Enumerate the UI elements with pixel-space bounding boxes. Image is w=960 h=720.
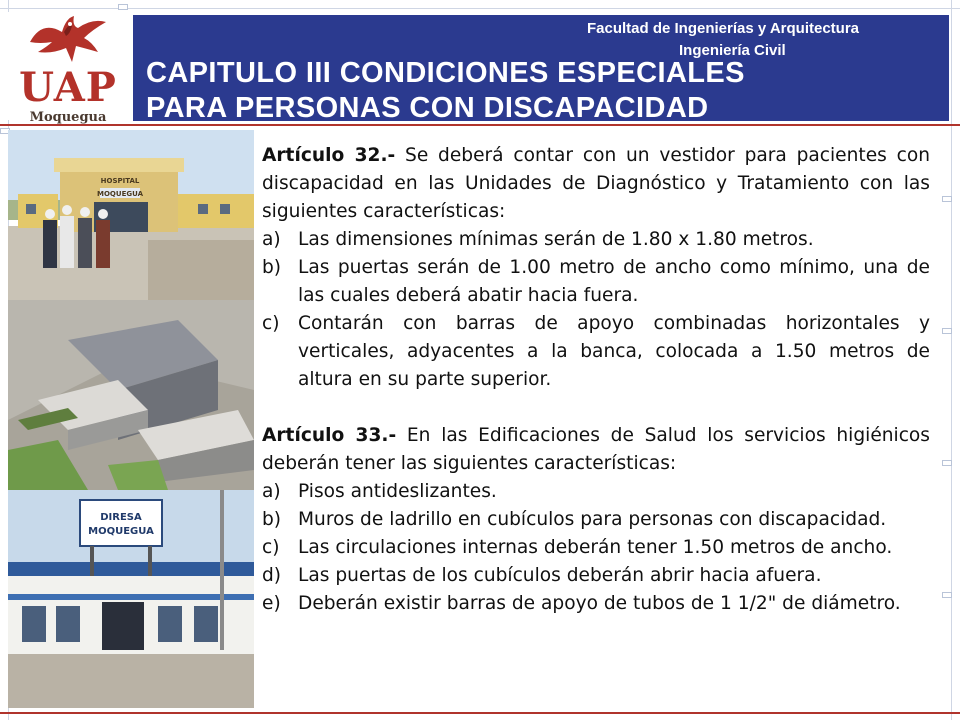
eagle-icon: [22, 12, 112, 70]
list-item: [262, 506, 930, 534]
list-item: [262, 562, 930, 590]
uap-logo: [8, 12, 126, 125]
diresa-sign-line-2: MOQUEGUA: [88, 526, 154, 537]
frame-top-line: [0, 8, 960, 9]
article-33-intro-text: En las Edificaciones de Salud los servicios higiénicos deberán tener las siguientes características:: [262, 425, 930, 474]
frame-tick: [942, 196, 952, 202]
list-item-text: Pisos antideslizantes.: [298, 481, 497, 502]
list-item: [262, 534, 930, 562]
list-item: [262, 254, 930, 310]
hospital-sign-line-1: HOSPITAL: [100, 177, 140, 185]
list-item-text: Contarán con barras de apoyo combinadas horizontales y verticales, adyacentes a la banca, colocada a 1.50 metros de altura en su parte superior.: [298, 313, 930, 390]
article-33-intro: [262, 422, 930, 478]
logo-acronym: UAP: [19, 64, 117, 111]
career-name: Ingeniería Civil: [679, 42, 786, 59]
list-item-text: Las circulaciones internas deberán tener 1.50 metros de ancho.: [298, 537, 893, 558]
article-32-list: [262, 226, 930, 394]
list-marker: c): [262, 537, 280, 558]
frame-header-red-line: [0, 124, 960, 126]
frame-tick: [942, 328, 952, 334]
list-item-text: Muros de ladrillo en cubículos para personas con discapacidad.: [298, 509, 887, 530]
photo-diresa-building: [8, 490, 254, 708]
list-marker: b): [262, 509, 282, 530]
logo-place: Moquegua: [29, 110, 107, 125]
list-item-text: Las dimensiones mínimas serán de 1.80 x 1.80 metros.: [298, 229, 814, 250]
photo-hospital-entrance: [8, 130, 254, 300]
list-marker: e): [262, 593, 281, 614]
list-marker: d): [262, 565, 282, 586]
frame-tick: [942, 460, 952, 466]
list-item-text: Las puertas de los cubículos deberán abrir hacia afuera.: [298, 565, 822, 586]
frame-right-line: [951, 0, 952, 720]
faculty-name: Facultad de Ingenierías y Arquitectura: [587, 20, 860, 37]
list-marker: b): [262, 257, 282, 278]
list-item-text: Las puertas serán de 1.00 metro de ancho como mínimo, una de las cuales deberá abatir hacia fuera.: [298, 257, 930, 306]
article-32-intro-text: Se deberá contar con un vestidor para pacientes con discapacidad en las Unidades de Diagnóstico y Tratamiento con las siguientes características:: [262, 145, 930, 222]
hospital-sign-line-2: MOQUEGUA: [97, 190, 143, 198]
frame-tick: [942, 592, 952, 598]
list-item: [262, 310, 930, 394]
header-banner: [133, 15, 949, 121]
article-32-intro: [262, 142, 930, 226]
list-item: [262, 590, 930, 618]
page-title: [146, 56, 745, 121]
list-marker: a): [262, 229, 281, 250]
list-marker: a): [262, 481, 281, 502]
article-33-heading: Artículo 33.-: [262, 425, 397, 446]
article-content: [262, 142, 930, 618]
title-line-1: CAPITULO III CONDICIONES ESPECIALES: [146, 57, 745, 89]
photo-aerial-render: [8, 300, 254, 490]
article-32-heading: Artículo 32.-: [262, 145, 396, 166]
list-marker: c): [262, 313, 280, 334]
diresa-sign-line-1: DIRESA: [100, 512, 142, 523]
list-item: [262, 478, 930, 506]
article-33-list: [262, 478, 930, 618]
frame-tick: [118, 4, 128, 10]
list-item-text: Deberán existir barras de apoyo de tubos de 1 1/2" de diámetro.: [298, 593, 901, 614]
paragraph-gap: [262, 394, 930, 422]
title-line-2: PARA PERSONAS CON DISCAPACIDAD: [146, 92, 709, 121]
frame-bottom-red-line: [0, 712, 960, 714]
list-item: [262, 226, 930, 254]
